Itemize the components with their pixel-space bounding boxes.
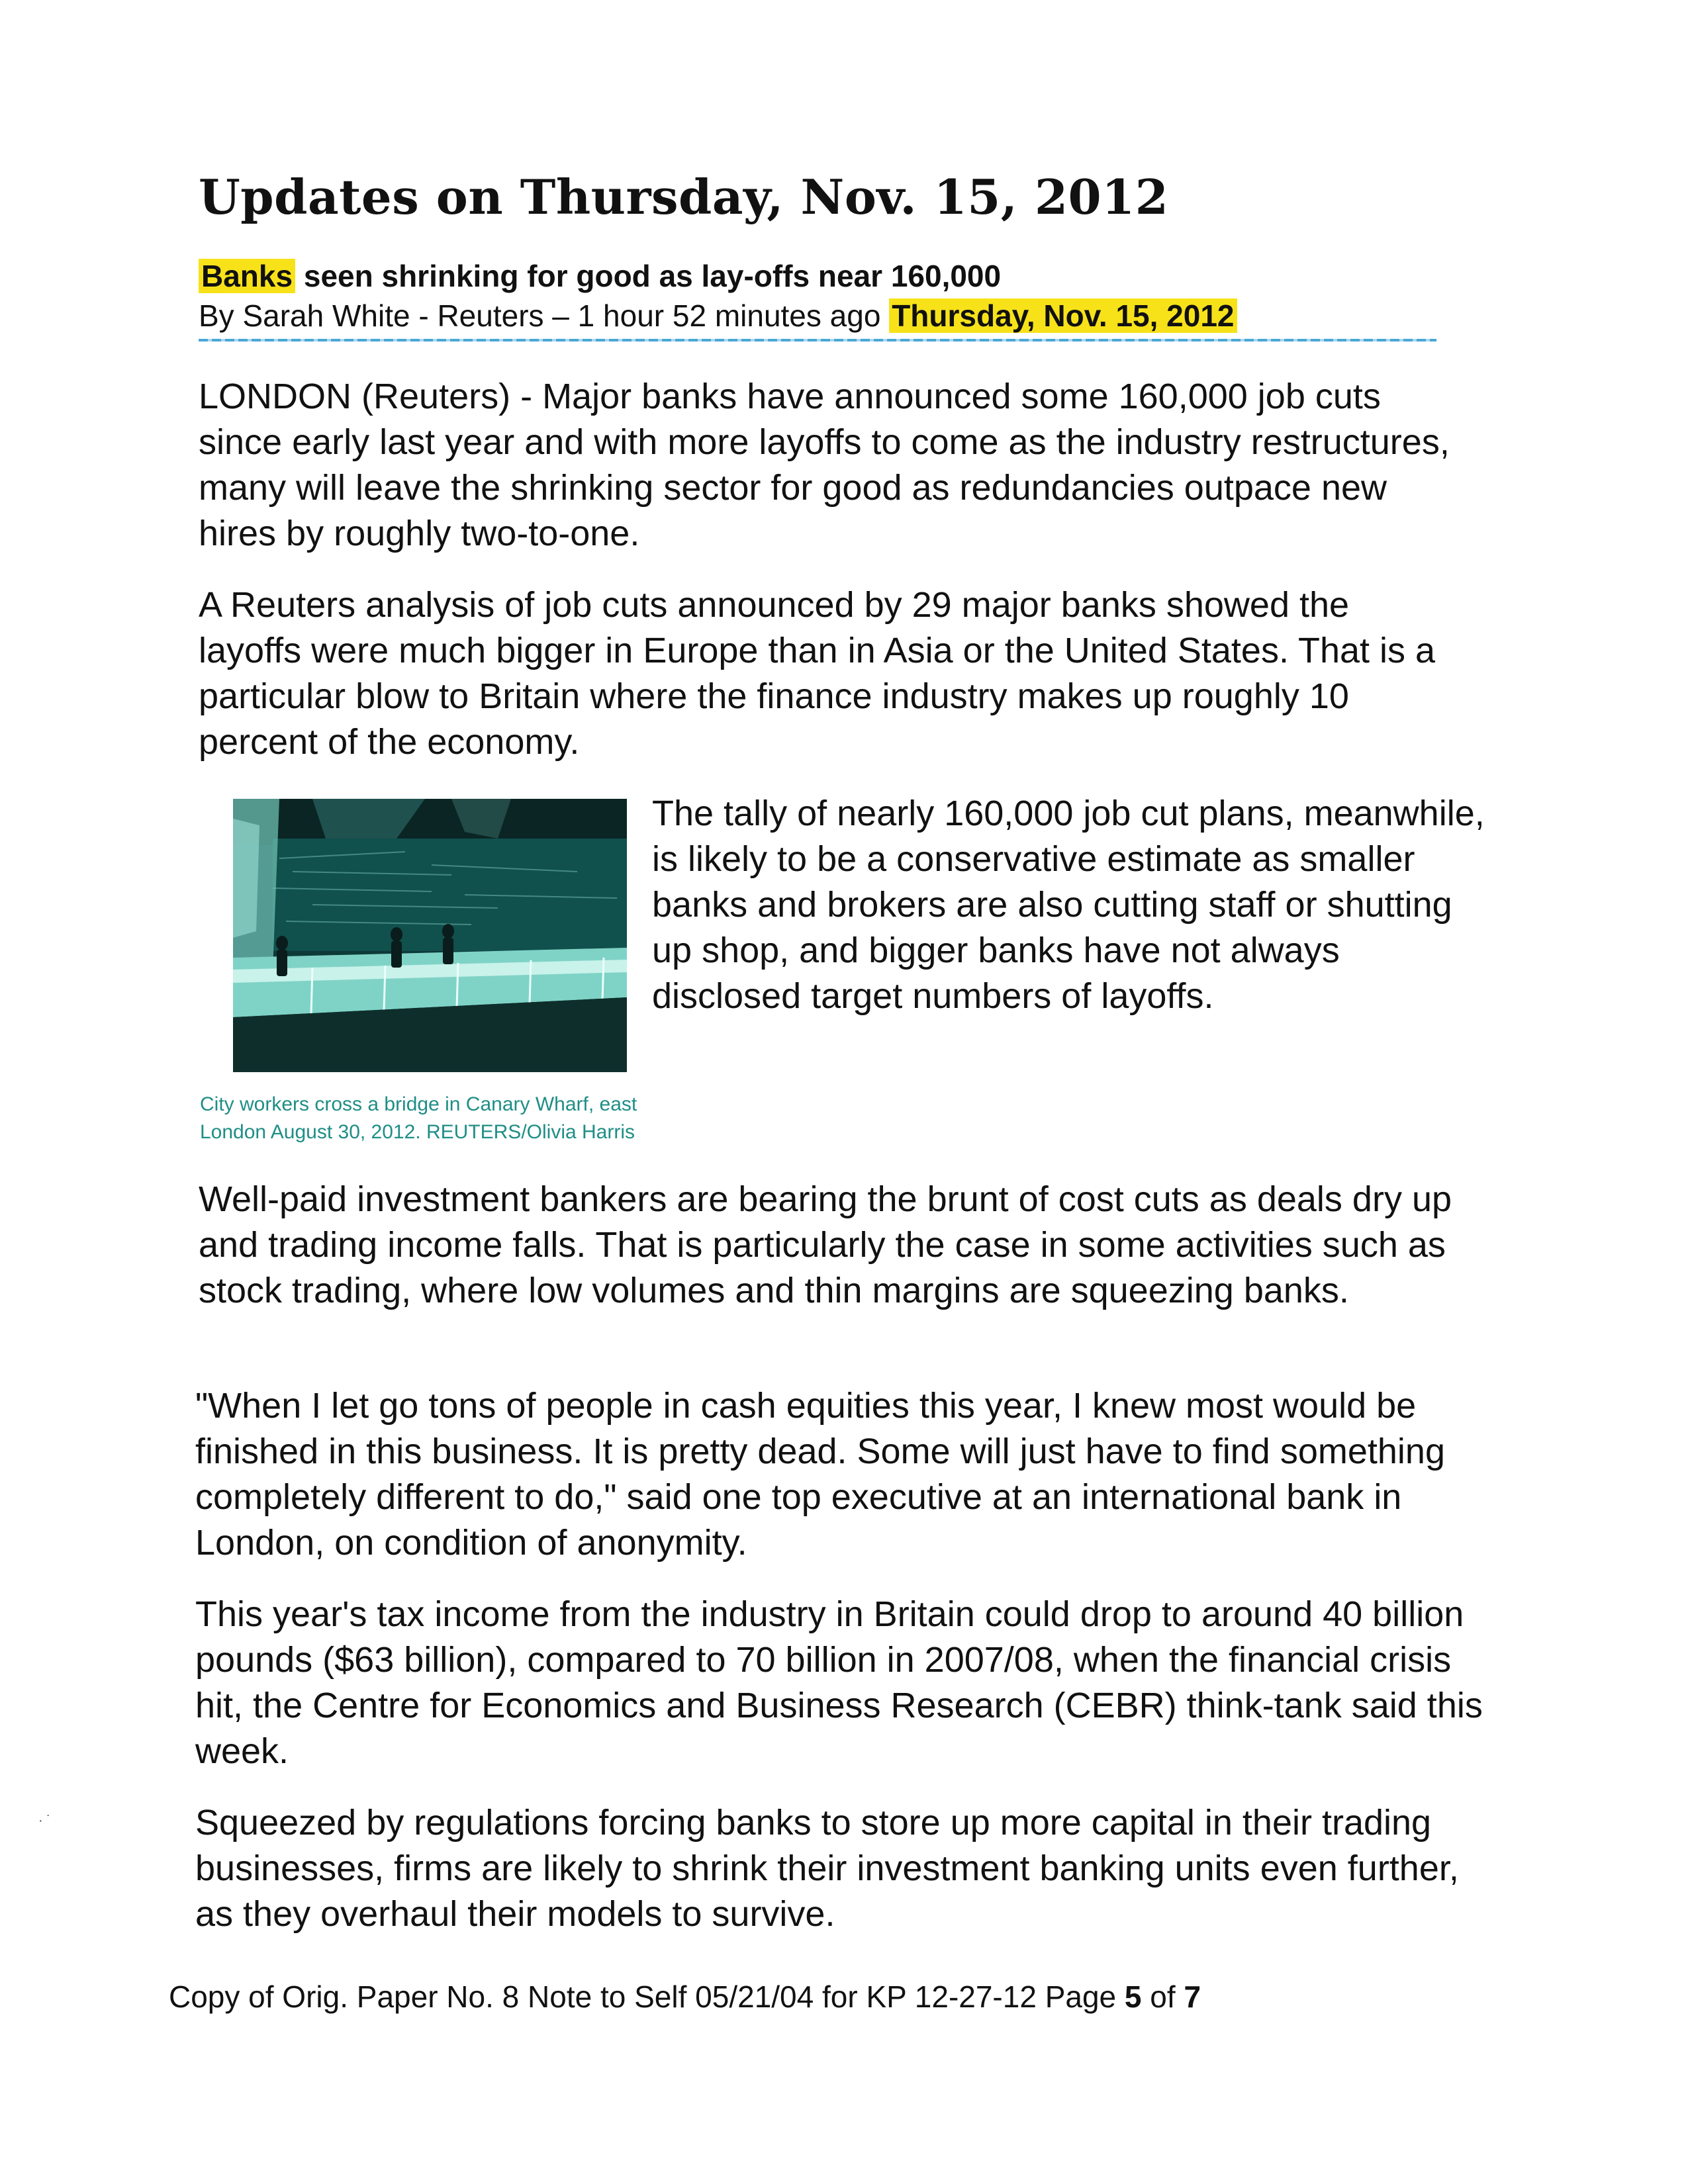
byline	[199, 298, 1237, 334]
canary-wharf-photo	[233, 799, 627, 1072]
article-paragraph: The tally of nearly 160,000 job cut plans, meanwhile, is likely to be a conservative estimate as smaller banks and brokers are also cutting staff or shutting up shop, and bigger banks have not always disclosed target numbers of layoffs.	[652, 794, 1485, 1016]
article-paragraph: A Reuters analysis of job cuts announced by 29 major banks showed the layoffs were much bigger in Europe than in Asia or the United States. That is a particular blow to Britain where the finance industry makes up roughly 10 percent of the economy.	[199, 585, 1436, 762]
photo-image	[233, 799, 627, 1072]
byline-divider	[199, 339, 1436, 341]
article-paragraph: This year's tax income from the industry in Britain could drop to around 40 billion pounds ($63 billion), compared to 70 billion in 2007/08, when the financial crisis hit, the Centre for Economics and Business Research (CEBR) think-tank said this week.	[195, 1594, 1483, 1771]
byline-date-highlight: Thursday, Nov. 15, 2012	[889, 298, 1237, 333]
article-paragraph: Well-paid investment bankers are bearing the brunt of cost cuts as deals dry up and trading income falls. That is particularly the case in some activities such as stock trading, where low volumes and thin margins are squeezing banks.	[199, 1179, 1452, 1310]
article-paragraph: LONDON (Reuters) - Major banks have announced some 160,000 job cuts since early last year and with more layoffs to come as the industry restructures, many will leave the shrinking sector for good as redundancies outpace new hires by roughly two-to-one.	[199, 377, 1450, 553]
byline-text: By Sarah White - Reuters – 1 hour 52 minutes ago	[199, 298, 890, 333]
scan-speck: · ˙	[38, 1813, 51, 1828]
page-footer	[169, 1979, 1201, 2015]
footer-page-total: 7	[1184, 1979, 1201, 2014]
article-headline[interactable]	[199, 258, 1001, 294]
article-paragraph: Squeezed by regulations forcing banks to store up more capital in their trading businesses, firms are likely to shrink their investment banking units even further, as they overhaul their models to survive.	[195, 1803, 1459, 1934]
footer-page-number: 5	[1124, 1979, 1142, 2014]
page-title: Updates on Thursday, Nov. 15, 2012	[199, 169, 1169, 225]
headline-highlight: Banks	[199, 259, 295, 293]
headline-text: seen shrinking for good as lay-offs near 160,000	[295, 259, 1002, 293]
article-paragraph: "When I let go tons of people in cash equities this year, I knew most would be finished in this business. It is pretty dead. Some will just have to find something completely different to do," said one top executive at an international bank in London, on condition of anonymity.	[195, 1386, 1445, 1563]
footer-text: Copy of Orig. Paper No. 8 Note to Self 05/21/04 for KP 12-27-12 Page	[169, 1979, 1125, 2014]
footer-of-label: of	[1141, 1979, 1184, 2014]
photo-caption: City workers cross a bridge in Canary Wharf, east London August 30, 2012. REUTERS/Olivia Harris	[200, 1093, 637, 1143]
